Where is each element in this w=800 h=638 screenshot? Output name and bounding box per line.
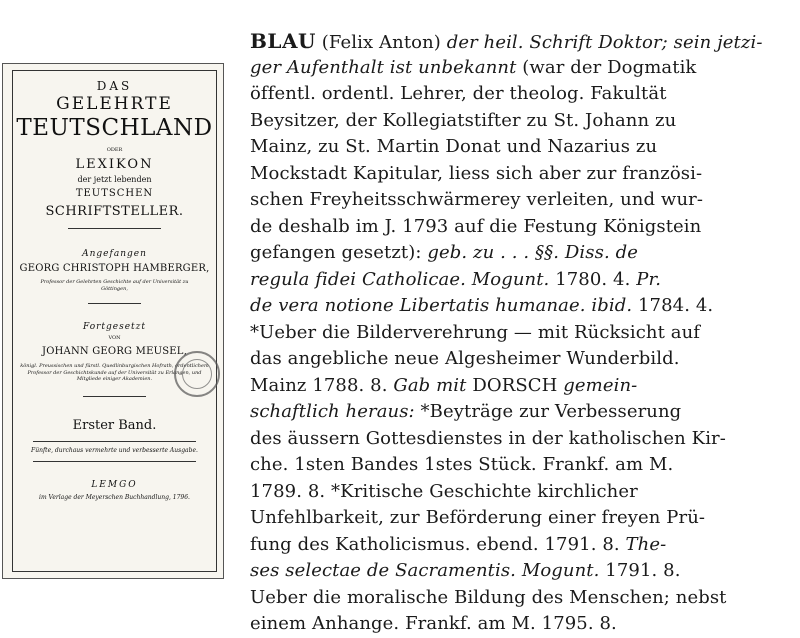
title-band: Erster Band. <box>72 418 157 433</box>
title-schriftsteller: SCHRIFTSTELLER. <box>45 204 184 219</box>
title-lemgo: LEMGO <box>91 480 138 490</box>
title-page-image <box>2 63 224 579</box>
title-hamberger: GEORG CHRISTOPH HAMBERGER, <box>19 263 210 274</box>
entry-line: gefangen gesetzt): geb. zu . . . §§. Diss. de <box>250 242 638 263</box>
entry-line: das angebliche neue Algesheimer Wunderbild. <box>250 348 680 369</box>
title-verlag: im Verlage der Meyerschen Buchhandlung, 1796. <box>39 494 190 501</box>
title-rule <box>68 228 161 229</box>
title-rule <box>83 396 146 397</box>
title-jetzt: der jetzt lebenden <box>77 175 152 184</box>
title-teutschland: TEUTSCHLAND <box>16 115 213 141</box>
entry-headword: BLAU <box>250 29 316 53</box>
title-angefangen: Angefangen <box>82 249 147 259</box>
entry-line: Ueber die moralische Bildung des Menschen; nebst <box>250 586 727 608</box>
entry-line: fung des Katholicismus. ebend. 1791. 8. The- <box>250 533 667 555</box>
title-gelehrte: GELEHRTE <box>56 94 173 114</box>
title-meusel: JOHANN GEORG MEUSEL, <box>42 346 187 357</box>
entry-line: Unfehlbarkeit, zur Beförderung einer freyen Prü- <box>250 507 706 528</box>
title-rule <box>33 441 196 442</box>
entry-line: regula fidei Catholicae. Mogunt. 1780. 4. Pr. <box>250 268 662 290</box>
library-stamp-icon <box>174 351 220 397</box>
title-lexikon: LEXIKON <box>75 157 154 172</box>
entry-line: de vera notione Libertatis humanae. ibid. 1784. 4. <box>250 295 714 316</box>
title-page-frame <box>12 70 217 572</box>
title-von: VON <box>108 335 121 341</box>
lexicon-entry <box>250 28 795 638</box>
entry-line: Beysitzer, der Kollegiatstifter zu St. Johann zu <box>250 109 677 131</box>
entry-line: che. 1sten Bandes 1stes Stück. Frankf. am M. <box>250 454 674 475</box>
entry-line: schen Freyheitsschwärmerey verleiten, und wur- <box>250 189 704 210</box>
title-rule <box>33 461 196 462</box>
entry-line: öffentl. ordentl. Lehrer, der theolog. Fakultät <box>250 83 667 104</box>
entry-line: ger Aufenthalt ist unbekannt (war der Dogmatik <box>250 56 697 78</box>
entry-line: ses selectae de Sacramentis. Mogunt. 1791. 8. <box>250 560 681 581</box>
entry-line: Mainz, zu St. Martin Donat und Nazarius zu <box>250 136 658 157</box>
entry-line: BLAU (Felix Anton) der heil. Schrift Doktor; sein jetzi- <box>250 29 763 53</box>
title-rule <box>88 303 141 304</box>
entry-line: *Ueber die Bilderverehrung — mit Rücksicht auf <box>250 321 701 343</box>
title-oder: ODER <box>106 147 123 153</box>
title-meusel-desc: königl. Preussischen und fürstl. Quedlinburgischen Hofrath, ordentlichem Professor der Geschichtskunde auf der Universität zu Erlangen, und Mitgliede einiger Akademien. <box>20 363 209 382</box>
entry-line: Mainz 1788. 8. Gab mit DORSCH gemein- <box>250 374 638 396</box>
title-teutschen: TEUTSCHEN <box>75 188 154 199</box>
entry-line: schaftlich heraus: *Beyträge zur Verbesserung <box>250 401 682 422</box>
title-hamberger-desc: Professor der Gelehrten Geschichte auf der Universität zu Göttingen, <box>40 279 189 292</box>
title-ausgabe: Fünfte, durchaus vermehrte und verbesserte Ausgabe. <box>31 447 198 454</box>
title-das: DAS <box>96 79 133 93</box>
entry-line: Mockstadt Kapitular, liess sich aber zur französi- <box>250 162 703 184</box>
title-fortgesetzt: Fortgesetzt <box>82 322 147 332</box>
entry-line: de deshalb im J. 1793 auf die Festung Königstein <box>250 215 702 237</box>
entry-line: einem Anhange. Frankf. am M. 1795. 8. <box>250 613 617 634</box>
entry-line: 1789. 8. *Kritische Geschichte kirchlicher <box>250 480 638 502</box>
entry-line: des äussern Gottesdienstes in der katholischen Kir- <box>250 427 726 449</box>
